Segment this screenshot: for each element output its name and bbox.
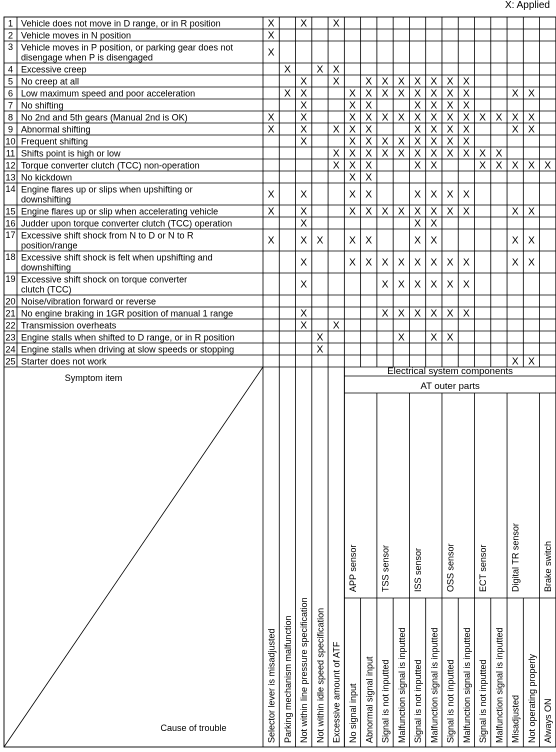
applied-mark: X [365, 76, 373, 88]
applied-mark: X [463, 279, 470, 291]
cause-label: Signal is not inputted [380, 659, 391, 743]
symptom-number: 8 [7, 112, 14, 123]
applied-mark: X [430, 189, 438, 201]
applied-mark: X [365, 136, 373, 148]
symptom-number: 13 [5, 172, 16, 183]
applied-mark: X [397, 206, 405, 218]
applied-mark: X [463, 88, 470, 100]
applied-mark: X [397, 112, 405, 124]
applied-mark: X [430, 136, 438, 148]
symptom-label: position/range [21, 240, 78, 251]
applied-mark: X [414, 124, 421, 136]
symptom-number: 20 [5, 296, 16, 307]
symptom-number: 12 [5, 160, 16, 171]
applied-mark: X [511, 356, 519, 368]
applied-mark: X [267, 206, 275, 218]
applied-mark: X [479, 112, 486, 124]
applied-mark: X [430, 308, 438, 320]
symptom-number: 6 [7, 88, 14, 99]
applied-mark: X [332, 320, 340, 332]
symptom-label: Starter does not work [21, 356, 107, 367]
symptom-number: 2 [7, 30, 14, 41]
applied-mark: X [414, 88, 421, 100]
symptom-number: 4 [7, 64, 14, 75]
applied-mark: X [446, 189, 454, 201]
symptom-label: downshifting [21, 262, 72, 273]
applied-mark: X [511, 206, 519, 218]
applied-mark: X [495, 148, 503, 160]
at-outer-parts-label: AT outer parts [420, 381, 480, 392]
symptom-label: No kickdown [21, 172, 73, 183]
applied-mark: X [300, 124, 308, 136]
cause-label: Always ON [543, 698, 554, 743]
component-label: ECT sensor [478, 544, 489, 592]
symptom-number: 22 [5, 320, 16, 331]
applied-mark: X [267, 18, 275, 30]
applied-mark: X [463, 76, 470, 88]
applied-mark: X [463, 308, 470, 320]
applied-mark: X [397, 332, 405, 344]
symptom-number: 9 [7, 124, 14, 135]
applied-mark: X [267, 47, 275, 59]
applied-mark: X [528, 235, 535, 247]
applied-mark: X [414, 235, 421, 247]
applied-mark: X [332, 148, 340, 160]
applied-mark: X [300, 257, 308, 269]
applied-mark: X [300, 112, 308, 124]
cause-of-trouble-heading: Cause of trouble [160, 723, 227, 733]
cause-label: Not within idle speed specification [315, 607, 326, 743]
applied-mark: X [495, 160, 503, 172]
applied-mark: X [430, 76, 438, 88]
applied-mark: X [349, 136, 356, 148]
symptom-number: 19 [5, 274, 16, 284]
symptom-number: 10 [5, 136, 16, 147]
symptom-label: disengage when P is disengaged [21, 52, 153, 63]
component-label: TSS sensor [380, 544, 391, 592]
symptom-number: 1 [7, 18, 14, 29]
applied-mark: X [511, 88, 519, 100]
symptom-number: 24 [5, 344, 16, 355]
component-label: ISS sensor [413, 547, 424, 592]
applied-mark: X [300, 308, 308, 320]
symptom-number: 23 [5, 332, 16, 343]
component-label: APP sensor [347, 544, 358, 592]
applied-mark: X [511, 235, 519, 247]
applied-mark: X [528, 112, 535, 124]
symptom-label: No engine braking in 1GR position of manual 1 range [21, 308, 234, 319]
symptom-label: Excessive shift shock from N to D or N to R [21, 230, 194, 241]
applied-mark: X [511, 160, 519, 172]
applied-mark: X [316, 235, 324, 247]
applied-mark: X [300, 76, 308, 88]
applied-mark: X [381, 148, 389, 160]
applied-mark: X [381, 76, 389, 88]
applied-mark: X [397, 88, 405, 100]
applied-mark: X [381, 308, 389, 320]
symptom-number: 3 [7, 42, 14, 52]
applied-mark: X [300, 18, 308, 30]
applied-mark: X [349, 235, 356, 247]
symptom-number: 14 [5, 184, 16, 194]
applied-mark: X [463, 136, 470, 148]
applied-mark: X [430, 112, 438, 124]
applied-mark: X [397, 148, 405, 160]
applied-mark: X [414, 148, 421, 160]
applied-mark: X [446, 332, 454, 344]
applied-mark: X [365, 124, 373, 136]
applied-mark: X [365, 235, 373, 247]
applied-mark: X [414, 136, 421, 148]
cause-label: Malfunction signal is inputted [429, 627, 440, 743]
applied-mark: X [349, 257, 356, 269]
symptom-label: Abnormal shifting [21, 124, 91, 135]
symptom-label: Excessive creep [21, 64, 87, 75]
component-label: Digital TR sensor [510, 523, 521, 592]
applied-mark: X [446, 88, 454, 100]
applied-mark: X [430, 124, 438, 136]
applied-mark: X [365, 160, 373, 172]
symptom-label: Torque converter clutch (TCC) non-operation [21, 160, 200, 171]
applied-mark: X [528, 356, 535, 368]
applied-mark: X [414, 279, 421, 291]
applied-mark: X [430, 148, 438, 160]
applied-mark: X [365, 88, 373, 100]
symptom-label: Vehicle moves in N position [21, 30, 132, 41]
applied-mark: X [446, 136, 454, 148]
symptom-label: Excessive shift shock on torque converter [21, 274, 188, 285]
applied-mark: X [300, 279, 308, 291]
symptom-label: Excessive shift shock is felt when upshifting and [21, 252, 213, 263]
symptom-number: 18 [5, 252, 16, 262]
applied-mark: X [430, 88, 438, 100]
applied-mark: X [300, 235, 308, 247]
applied-mark: X [479, 148, 486, 160]
applied-mark: X [365, 148, 373, 160]
applied-mark: X [463, 189, 470, 201]
applied-mark: X [397, 279, 405, 291]
applied-mark: X [463, 124, 470, 136]
symptom-label: Engine stalls when shifted to D range, or in R position [21, 332, 235, 343]
applied-mark: X [446, 206, 454, 218]
applied-mark: X [300, 218, 308, 230]
symptom-label: clutch (TCC) [21, 284, 72, 295]
symptom-number: 7 [7, 100, 14, 111]
applied-mark: X [446, 148, 454, 160]
cause-label: Signal is not inputted [445, 659, 456, 743]
header-diagonal [4, 367, 263, 747]
applied-mark: X [511, 257, 519, 269]
applied-mark: X [365, 172, 373, 184]
applied-mark: X [300, 189, 308, 201]
component-label: Brake switch [543, 540, 554, 592]
symptom-number: 21 [5, 308, 16, 319]
applied-mark: X [267, 124, 275, 136]
applied-mark: X [430, 100, 438, 112]
applied-mark: X [414, 160, 421, 172]
applied-mark: X [267, 235, 275, 247]
applied-mark: X [463, 206, 470, 218]
cause-label: Malfunction signal is inputted [494, 627, 505, 743]
applied-mark: X [430, 279, 438, 291]
applied-mark: X [397, 136, 405, 148]
applied-mark: X [446, 112, 454, 124]
symptom-label: No creep at all [21, 76, 80, 87]
applied-mark: X [414, 76, 421, 88]
applied-mark: X [381, 112, 389, 124]
symptom-number: 11 [5, 148, 16, 159]
applied-mark: X [300, 320, 308, 332]
applied-mark: X [397, 257, 405, 269]
cause-label: Signal is not inputted [478, 659, 489, 743]
symptom-label: Vehicle moves in P position, or parking gear does not [21, 42, 233, 53]
applied-mark: X [332, 18, 340, 30]
applied-mark: X [495, 112, 503, 124]
applied-mark: X [528, 257, 535, 269]
applied-mark: X [267, 112, 275, 124]
applied-mark: X [332, 160, 340, 172]
applied-mark: X [300, 88, 308, 100]
applied-mark: X [381, 136, 389, 148]
symptom-label: Engine flares up or slips when upshifting or [21, 184, 193, 195]
applied-mark: X [414, 100, 421, 112]
symptom-label: Engine stalls when driving at slow speeds or stopping [21, 344, 235, 355]
applied-mark: X [430, 235, 438, 247]
applied-mark: X [267, 30, 275, 42]
symptom-label: Noise/vibration forward or reverse [21, 296, 157, 307]
cause-label: Not operating properly [526, 653, 537, 743]
applied-mark: X [381, 88, 389, 100]
symptom-label: Frequent shifting [21, 136, 89, 147]
applied-mark: X [446, 257, 454, 269]
legend: X: Applied [504, 0, 550, 11]
applied-mark: X [349, 148, 356, 160]
applied-mark: X [332, 124, 340, 136]
cause-label: Not within line pressure specification [299, 597, 310, 743]
applied-mark: X [430, 206, 438, 218]
applied-mark: X [332, 64, 340, 76]
applied-mark: X [479, 160, 486, 172]
applied-mark: X [316, 64, 324, 76]
applied-mark: X [463, 112, 470, 124]
applied-mark: X [300, 100, 308, 112]
applied-mark: X [528, 160, 535, 172]
symptom-number: 17 [5, 230, 16, 240]
applied-mark: X [349, 172, 356, 184]
cause-label: Abnormal signal input [364, 656, 375, 743]
applied-mark: X [349, 112, 356, 124]
cause-label: Parking mechanism malfunction [282, 615, 293, 743]
applied-mark: X [511, 124, 519, 136]
applied-mark: X [316, 344, 324, 356]
applied-mark: X [267, 189, 275, 201]
applied-mark: X [430, 257, 438, 269]
applied-mark: X [349, 100, 356, 112]
applied-mark: X [381, 206, 389, 218]
applied-mark: X [528, 88, 535, 100]
cause-label: Selector lever is misadjusted [266, 628, 277, 743]
cause-label: Misadjusted [510, 694, 521, 743]
applied-mark: X [365, 257, 373, 269]
applied-mark: X [414, 308, 421, 320]
cause-label: Signal is not inputted [413, 659, 424, 743]
symptom-label: Low maximum speed and poor acceleration [21, 88, 196, 99]
applied-mark: X [463, 148, 470, 160]
symptom-label: No 2nd and 5th gears (Manual 2nd is OK) [21, 112, 188, 123]
cause-label: Malfunction signal is inputted [396, 627, 407, 743]
applied-mark: X [528, 124, 535, 136]
applied-mark: X [284, 64, 291, 76]
applied-mark: X [528, 206, 535, 218]
applied-mark: X [397, 308, 405, 320]
electrical-group-label: Electrical system components [387, 366, 513, 377]
applied-mark: X [300, 136, 308, 148]
applied-mark: X [446, 100, 454, 112]
symptom-label: Vehicle does not move in D range, or in R position [21, 18, 221, 29]
applied-mark: X [446, 279, 454, 291]
applied-mark: X [414, 206, 421, 218]
applied-mark: X [349, 88, 356, 100]
symptom-label: Judder upon torque converter clutch (TCC) operation [21, 218, 233, 229]
applied-mark: X [316, 332, 324, 344]
applied-mark: X [365, 189, 373, 201]
applied-mark: X [544, 160, 552, 172]
symptom-number: 15 [5, 206, 16, 217]
symptom-label: No shifting [21, 100, 64, 111]
applied-mark: X [446, 124, 454, 136]
applied-mark: X [414, 189, 421, 201]
applied-mark: X [446, 308, 454, 320]
cause-label: Malfunction signal is inputted [461, 627, 472, 743]
applied-mark: X [332, 76, 340, 88]
component-label: OSS sensor [445, 543, 456, 592]
applied-mark: X [430, 160, 438, 172]
applied-mark: X [463, 257, 470, 269]
applied-mark: X [365, 206, 373, 218]
symptom-number: 25 [5, 356, 16, 367]
applied-mark: X [349, 160, 356, 172]
applied-mark: X [463, 100, 470, 112]
symptom-number: 5 [7, 76, 14, 87]
applied-mark: X [284, 88, 291, 100]
applied-mark: X [349, 189, 356, 201]
symptom-label: Engine flares up or slip when accelerating vehicle [21, 206, 219, 217]
applied-mark: X [365, 100, 373, 112]
applied-mark: X [381, 279, 389, 291]
applied-mark: X [414, 112, 421, 124]
applied-mark: X [446, 76, 454, 88]
applied-mark: X [430, 218, 438, 230]
applied-mark: X [414, 257, 421, 269]
applied-mark: X [511, 112, 519, 124]
cause-label: No signal input [347, 683, 358, 743]
symptom-label: Transmission overheats [21, 320, 117, 331]
applied-mark: X [365, 112, 373, 124]
applied-mark: X [414, 218, 421, 230]
symptom-number: 16 [5, 218, 16, 229]
cause-label: Excessive amount of ATF [331, 641, 342, 743]
symptom-label: Shifts point is high or low [21, 148, 121, 159]
symptom-item-heading: Symptom item [64, 373, 123, 383]
applied-mark: X [430, 332, 438, 344]
applied-mark: X [300, 206, 308, 218]
applied-mark: X [349, 206, 356, 218]
applied-mark: X [349, 124, 356, 136]
symptom-label: downshifting [21, 194, 72, 205]
applied-mark: X [381, 257, 389, 269]
applied-mark: X [397, 76, 405, 88]
